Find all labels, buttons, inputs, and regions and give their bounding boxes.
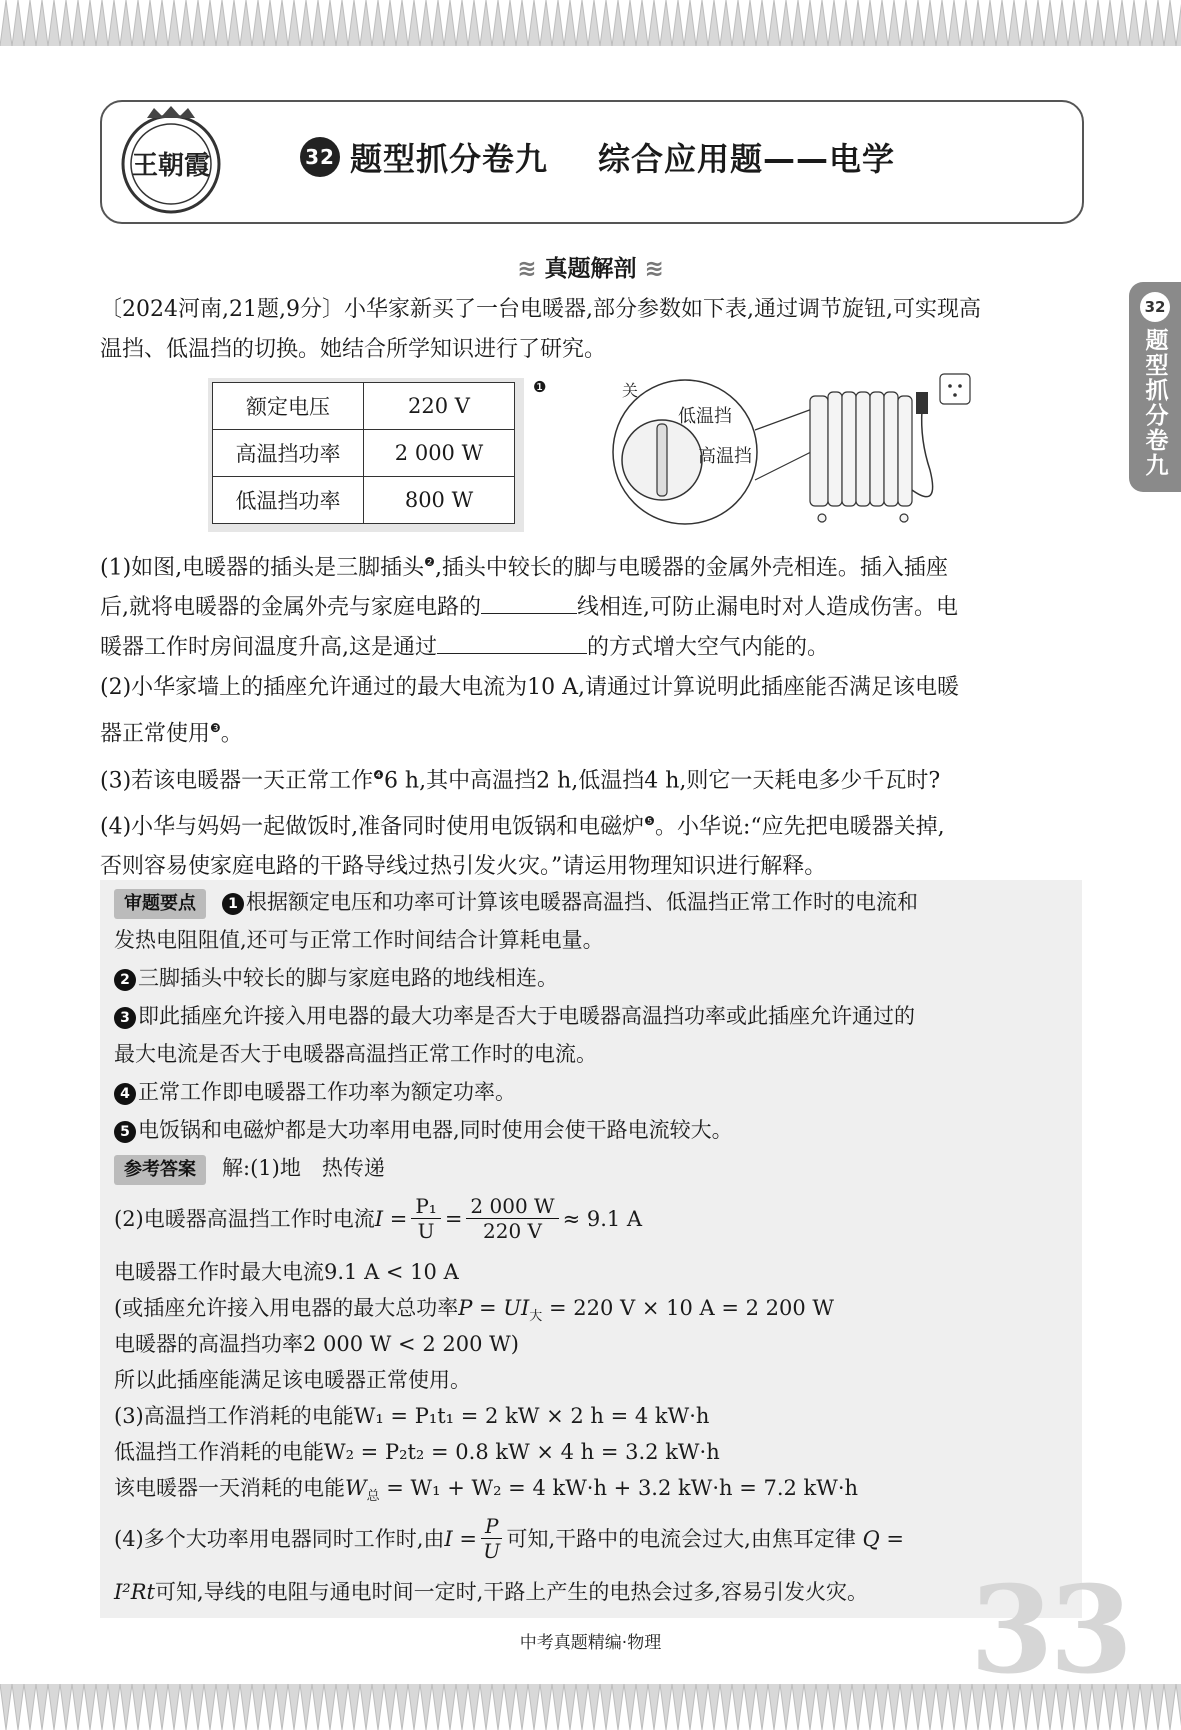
page-number: 33 (970, 1560, 1129, 1701)
table-key: 额定电压 (213, 383, 364, 430)
title-number-badge: 32 (300, 137, 340, 177)
answer-line-9: 该电暖器一天消耗的电能$W_总 = W_1 + W_2 = 4$ kW·h + 3.2 kW·h = 7.2 kW·h (114, 1476, 859, 1505)
label-off: 关 (622, 381, 639, 400)
answer-tag: 参考答案 (114, 1155, 206, 1185)
section-heading (0, 250, 1181, 283)
answer-line-1: 参考答案 解:(1)地 热传递 (114, 1150, 1074, 1186)
section-title: 真题解剖 (544, 256, 637, 282)
heater-icon (810, 392, 912, 522)
intro-line-1: 〔2024河南,21题,9分〕小华家新买了一台电暖器,部分参数如下表,通过调节旋钮,可实现高 (100, 297, 981, 322)
table-note-mark: ❶ (533, 378, 547, 396)
table-row (213, 477, 515, 524)
analysis-line-4: 4 正常工作即电暖器工作功率为额定功率。 (114, 1074, 1074, 1110)
note-mark: ❸ (210, 721, 221, 736)
analysis-line-3b: 最大电流是否大于电暖器高温挡正常工作时的电流。 (114, 1042, 597, 1066)
label-low: 低温挡 (678, 406, 732, 427)
plug-icon (916, 392, 928, 414)
question-3: (3)若该电暖器一天正常工作$^❹$6 h,其中高温挡2 h,低温挡4 h,则它一天耗电多少千瓦时? (100, 767, 941, 793)
fraction: $\frac{\text{P₁}}{U}$ (411, 1194, 440, 1243)
analysis-line-1b: 发热电阻阻值,还可与正常工作时间结合计算耗电量。 (114, 928, 604, 952)
question-4: (4)小华与妈妈一起做饭时,准备同时使用电饭锅和电磁炉$^❺$。小华说:“应先把电暖器关掉, 否则容易使家庭电路的干路导线过热引发火灾。”请运用物理知识进行解释。 (100, 813, 945, 880)
answer-blank[interactable] (437, 629, 587, 654)
answer-line-7: (3)高温挡工作消耗的电能W₁ = P₁t₁ = 2 kW × 2 h = 4 kW·h (114, 1404, 710, 1428)
question-2: (2)小华家墙上的插座允许通过的最大电流为10 A,请通过计算说明此插座能否满足该电暖 器正常使用$^❸$。 (100, 675, 960, 747)
analysis-line-1: 审题要点 1 根据额定电压和功率可计算该电暖器高温挡、低温挡正常工作时的电流和 (114, 884, 1074, 920)
analysis-line-2: 2 三脚插头中较长的脚与家庭电路的地线相连。 (114, 960, 1074, 996)
fraction: $\frac{2 000 W}{220 V}$ (466, 1194, 558, 1243)
answer-line-11: I²Rt可知,导线的电阻与通电时间一定时,干路上产生的电热会过多,容易引发火灾。 (114, 1580, 868, 1604)
socket-icon (940, 374, 970, 404)
question-1: (1)如图,电暖器的插头是三脚插头$^❷$,插头中较长的脚与电暖器的金属外壳相连。插入插座 后,就将电暖器的金属外壳与家庭电路的 线相连,可防止漏电时对人造成伤害。电 暖器工作时房间温度升高,这是通过 的方式增大空气内能的。 (100, 555, 958, 661)
note-mark: ❹ (373, 767, 384, 782)
answer-line-6: 所以此插座能满足该电暖器正常使用。 (114, 1368, 471, 1392)
table-value: 220 V (364, 383, 515, 430)
table-row (213, 430, 515, 477)
answer-blank[interactable] (481, 589, 577, 614)
svg-text:王朝霞: 王朝霞 (131, 151, 211, 181)
side-tab (1129, 282, 1181, 492)
fraction: $\frac{P}{U}$ (481, 1514, 502, 1563)
title-part2: 综合应用题——电学 (598, 140, 896, 178)
answer-line-10: (4)多个大功率用电器同时工作时,由 I = $\frac{P}{U}$ 可知,干路中的电流会过大,由焦耳定律 Q = (114, 1514, 905, 1563)
power-cord (912, 410, 933, 497)
analysis-tag: 审题要点 (114, 889, 206, 919)
answer-line-4: (或插座允许接入用电器的最大总功率$P = UI_大 = 220$ V × 10 A = 2 200 W (114, 1296, 834, 1325)
table-value: 800 W (364, 477, 515, 524)
analysis-line-3: 3 即此插座允许接入用电器的最大功率是否大于电暖器高温挡功率或此插座允许通过的 (114, 998, 1074, 1034)
wave-decoration-left: ≋ (517, 256, 545, 282)
table-key: 高温挡功率 (213, 430, 364, 477)
heater-diagram (610, 370, 980, 530)
table-row (213, 383, 515, 430)
analysis-line-5: 5 电饭锅和电磁炉都是大功率用电器,同时使用会使干路电流较大。 (114, 1112, 1074, 1148)
note-mark: ❷ (424, 555, 435, 569)
table-key: 低温挡功率 (213, 477, 364, 524)
intro-line-2: 温挡、低温挡的切换。她结合所学知识进行了研究。 (100, 337, 607, 362)
side-tab-number: 32 (1140, 292, 1170, 322)
question-intro (100, 290, 1082, 370)
side-tab-text: 题型抓分卷九 (1141, 328, 1168, 478)
answer-line-3: 电暖器工作时最大电流9.1 A < 10 A (114, 1260, 459, 1284)
title-part1: 题型抓分卷九 (350, 140, 549, 178)
parameter-table (212, 382, 515, 524)
answer-line-5: 电暖器的高温挡功率2 000 W < 2 200 W) (114, 1332, 519, 1356)
note-mark: ❺ (644, 813, 655, 828)
top-zigzag-border (0, 0, 1181, 46)
table-value: 2 000 W (364, 430, 515, 477)
label-high: 高温挡 (698, 446, 752, 467)
answer-line-8: 低温挡工作消耗的电能W₂ = P₂t₂ = 0.8 kW × 4 h = 3.2 kW·h (114, 1440, 720, 1464)
answer-line-2: (2)电暖器高温挡工作时电流 I = $\frac{\text{P₁}}{U}$ = $\frac{2 000 W}{220 V}$ ≈ 9.1 A (114, 1194, 643, 1243)
footer: 中考真题精编·物理 (519, 1633, 662, 1653)
page-title (300, 134, 895, 180)
question-body (100, 542, 1082, 887)
brand-logo (112, 104, 230, 216)
wave-decoration-right: ≋ (636, 256, 664, 282)
